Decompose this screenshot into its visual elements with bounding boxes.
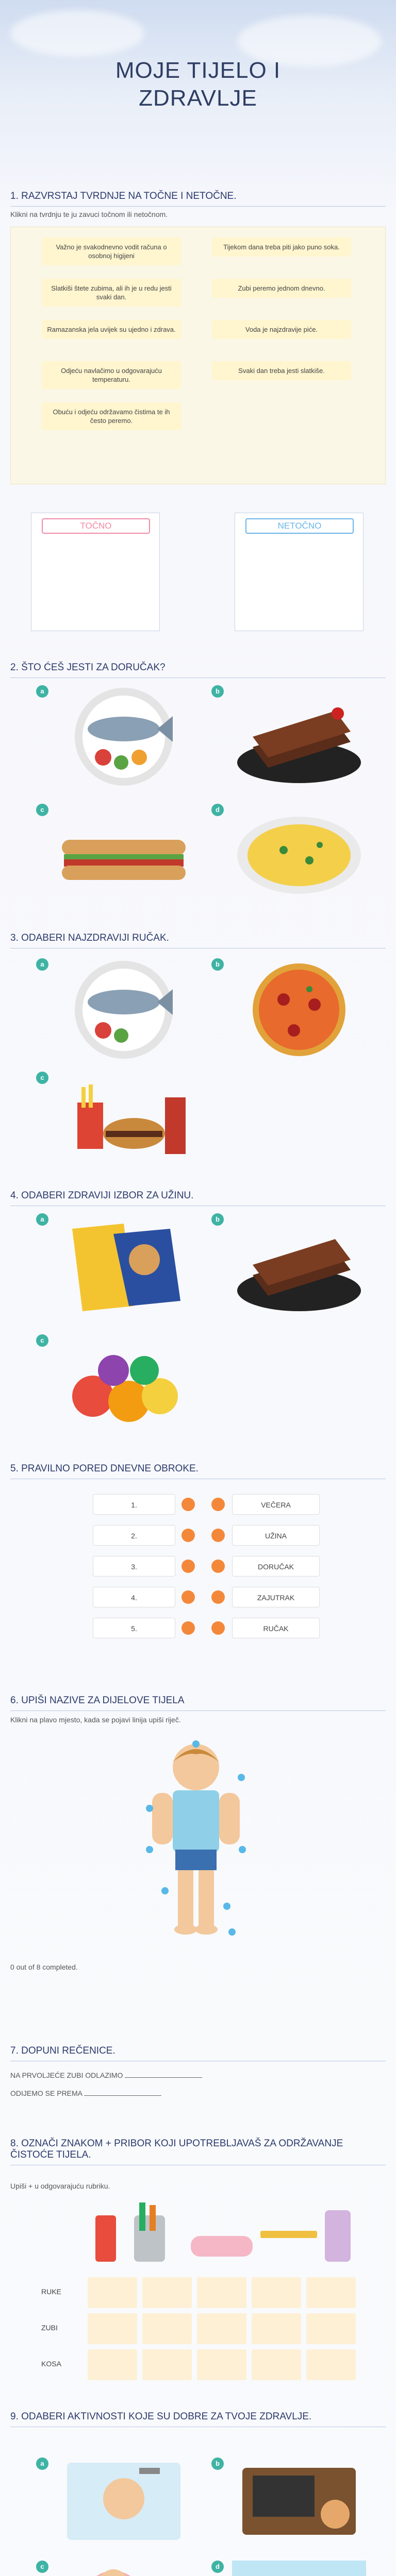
connect-dot[interactable] xyxy=(182,1590,195,1604)
sentence-line: ODIJEMO SE PREMA xyxy=(10,2089,386,2097)
meal-label: VEČERA xyxy=(232,1494,320,1515)
option-c[interactable] xyxy=(36,2561,209,2576)
order-number: 2. xyxy=(93,1525,175,1546)
option-badge: a xyxy=(36,685,48,698)
order-row xyxy=(93,1587,320,1607)
overeating-image xyxy=(57,2561,191,2576)
answer-cell[interactable] xyxy=(88,2349,137,2380)
option-badge: b xyxy=(211,685,224,698)
sentence-line: NA PRVOLJEĆE ZUBI ODLAZIMO xyxy=(10,2071,386,2079)
option-badge: c xyxy=(36,1334,48,1347)
false-label: NETOČNO xyxy=(245,518,354,534)
order-row xyxy=(93,1525,320,1546)
meal-label: UŽINA xyxy=(232,1525,320,1546)
completion-status: 0 out of 8 completed. xyxy=(10,1963,78,1971)
connect-dot[interactable] xyxy=(182,1560,195,1573)
connect-dot[interactable] xyxy=(211,1590,225,1604)
answer-input[interactable] xyxy=(125,2077,202,2078)
answer-cell[interactable] xyxy=(252,2349,301,2380)
statements-panel xyxy=(10,227,386,484)
answer-cell[interactable] xyxy=(197,2349,246,2380)
connect-dot[interactable] xyxy=(211,1621,225,1635)
meal-label: ZAJUTRAK xyxy=(232,1587,320,1607)
option-b[interactable] xyxy=(211,685,385,788)
answer-input[interactable] xyxy=(84,2095,161,2096)
option-c[interactable] xyxy=(36,1072,209,1175)
q7-title: 7. DOPUNI REČENICE. xyxy=(10,2045,386,2061)
hygiene-items-image xyxy=(90,2200,358,2267)
answer-cell[interactable] xyxy=(197,2313,246,2344)
fish-vegetables-image xyxy=(57,958,191,1061)
q3-title: 3. ODABERI NAJZDRAVIJI RUČAK. xyxy=(10,933,386,948)
statement-card[interactable]: Zubi peremo jednom dnevno. xyxy=(212,279,351,298)
option-a[interactable] xyxy=(36,2458,209,2545)
row-label: RUKE xyxy=(41,2287,61,2296)
cake-image xyxy=(232,685,366,788)
answer-cell[interactable] xyxy=(142,2349,192,2380)
page-title: MOJE TIJELO I ZDRAVLJE xyxy=(115,58,281,111)
order-row xyxy=(93,1494,320,1515)
q2-title: 2. ŠTO ĆEŠ JESTI ZA DORUČAK? xyxy=(10,662,386,678)
q1-instruction: Klikni na tvrdnju te ju zavuci točnom ili netočnom. xyxy=(10,210,168,218)
q4-title: 4. ODABERI ZDRAVIJI IZBOR ZA UŽINU. xyxy=(10,1190,386,1206)
connect-dot[interactable] xyxy=(182,1621,195,1635)
chips-snacks-image xyxy=(57,1213,191,1316)
option-c[interactable] xyxy=(36,804,209,907)
order-number: 5. xyxy=(93,1618,175,1638)
false-dropzone[interactable] xyxy=(235,513,364,631)
order-number: 1. xyxy=(93,1494,175,1515)
row-label: ZUBI xyxy=(41,2324,58,2332)
statement-card[interactable]: Voda je najzdravije piće. xyxy=(212,320,351,339)
option-b[interactable] xyxy=(211,1213,385,1316)
header xyxy=(0,0,396,118)
fast-food-image xyxy=(57,1072,191,1175)
meal-label: RUČAK xyxy=(232,1618,320,1638)
fish-vegetables-image xyxy=(57,685,191,788)
sandwich-image xyxy=(57,804,191,907)
option-a[interactable] xyxy=(36,1213,209,1316)
meal-label: DORUČAK xyxy=(232,1556,320,1577)
option-b[interactable] xyxy=(211,958,385,1061)
option-badge: b xyxy=(211,1213,224,1226)
shower-image xyxy=(57,2458,191,2545)
answer-cell[interactable] xyxy=(142,2277,192,2308)
answer-cell[interactable] xyxy=(252,2313,301,2344)
statement-card[interactable]: Svaki dan treba jesti slatkiše. xyxy=(212,361,351,380)
order-row xyxy=(93,1618,320,1638)
option-b[interactable] xyxy=(211,2458,385,2545)
option-badge: a xyxy=(36,1213,48,1226)
statement-card[interactable]: Tijekom dana treba piti jako puno soka. xyxy=(212,238,351,257)
answer-cell[interactable] xyxy=(142,2313,192,2344)
option-badge: c xyxy=(36,1072,48,1084)
pizza-image xyxy=(232,958,366,1061)
cake-image xyxy=(232,1213,366,1316)
option-badge: b xyxy=(211,958,224,971)
omelette-image xyxy=(232,804,366,907)
connect-dot[interactable] xyxy=(211,1560,225,1573)
q1-title: 1. RAZVRSTAJ TVRDNJE NA TOČNE I NETOČNE. xyxy=(10,191,386,207)
answer-cell[interactable] xyxy=(197,2277,246,2308)
option-a[interactable] xyxy=(36,958,209,1061)
statement-card[interactable]: Slatkiši štete zubima, ali ih je u redu jesti svaki dan. xyxy=(42,279,181,307)
option-badge: b xyxy=(211,2458,224,2470)
option-badge: a xyxy=(36,958,48,971)
q8-instruction: Upiši + u odgovarajuću rubriku. xyxy=(10,2182,110,2190)
answer-cell[interactable] xyxy=(306,2349,356,2380)
order-number: 4. xyxy=(93,1587,175,1607)
option-badge: c xyxy=(36,804,48,816)
option-badge: a xyxy=(36,2458,48,2470)
option-a[interactable] xyxy=(36,685,209,788)
child-body-image xyxy=(124,1736,268,1942)
q5-title: 5. PRAVILNO PORED DNEVNE OBROKE. xyxy=(10,1463,386,1479)
option-badge: d xyxy=(211,804,224,816)
answer-cell[interactable] xyxy=(252,2277,301,2308)
tv-gaming-image xyxy=(232,2458,366,2545)
answer-cell[interactable] xyxy=(88,2277,137,2308)
statement-card[interactable]: Obuću i odjeću održavamo čistima te ih često peremo. xyxy=(42,402,181,430)
fruit-basket-image xyxy=(57,1334,191,1437)
option-d[interactable] xyxy=(211,804,385,907)
connect-dot[interactable] xyxy=(182,1498,195,1511)
option-d[interactable] xyxy=(211,2561,385,2576)
statement-card[interactable]: Odjeću navlačimo u odgovarajuću temperaturu. xyxy=(42,361,181,389)
statement-card[interactable]: Ramazanska jela uvijek su ujedno i zdrava. xyxy=(42,320,181,339)
cloud-decoration xyxy=(10,10,144,57)
answer-cell[interactable] xyxy=(88,2313,137,2344)
q6-instruction: Klikni na plavo mjesto, kada se pojavi linija upiši riječ. xyxy=(10,1716,181,1724)
connect-dot[interactable] xyxy=(211,1498,225,1511)
true-label: TOČNO xyxy=(42,518,150,534)
answer-cell[interactable] xyxy=(306,2313,356,2344)
q8-title: 8. OZNAČI ZNAKOM + PRIBOR KOJI UPOTREBLJAVAŠ ZA ODRŽAVANJE ČISTOĆE TIJELA. xyxy=(10,2138,386,2165)
q6-title: 6. UPIŠI NAZIVE ZA DIJELOVE TIJELA xyxy=(10,1695,386,1711)
option-badge: c xyxy=(36,2561,48,2573)
outdoor-play-image xyxy=(232,2561,366,2576)
option-c[interactable] xyxy=(36,1334,209,1437)
connect-dot[interactable] xyxy=(211,1529,225,1542)
connect-dot[interactable] xyxy=(182,1529,195,1542)
q9-title: 9. ODABERI AKTIVNOSTI KOJE SU DOBRE ZA TVOJE ZDRAVLJE. xyxy=(10,2411,386,2427)
order-number: 3. xyxy=(93,1556,175,1577)
answer-cell[interactable] xyxy=(306,2277,356,2308)
true-dropzone[interactable] xyxy=(31,513,160,631)
option-badge: d xyxy=(211,2561,224,2573)
statement-card[interactable]: Važno je svakodnevno vodit računa o osobnoj higijeni xyxy=(42,238,181,265)
order-row xyxy=(93,1556,320,1577)
row-label: KOSA xyxy=(41,2360,61,2368)
